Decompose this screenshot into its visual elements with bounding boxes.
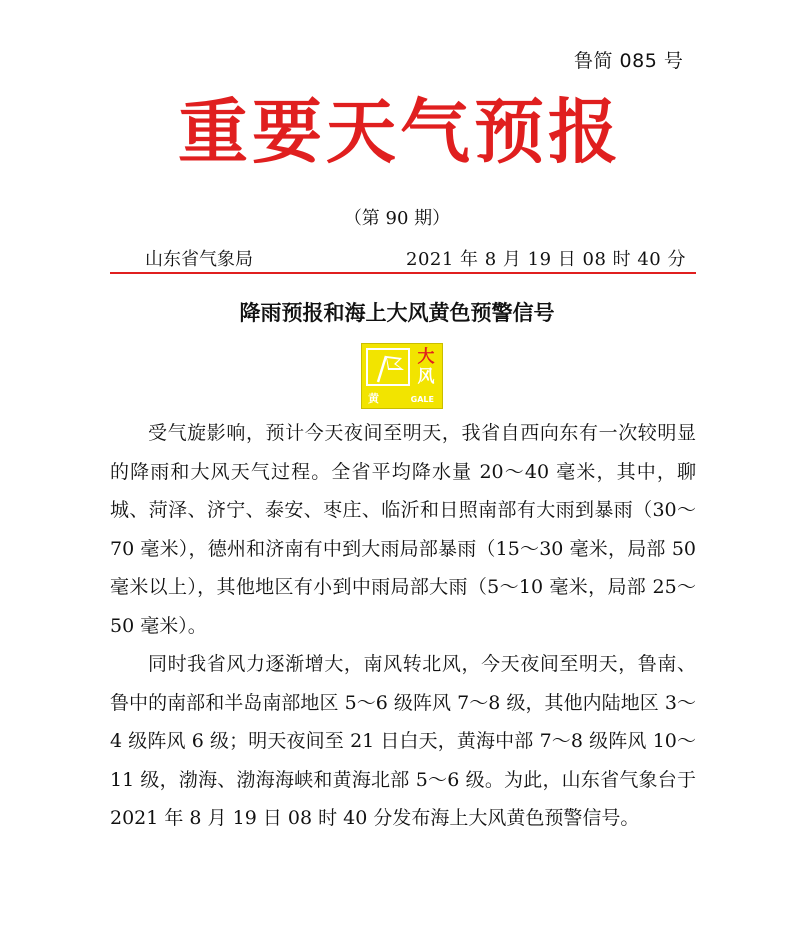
- issue-number: （第 90 期）: [343, 208, 451, 229]
- headline: 降雨预报和海上大风黄色预警信号: [239, 301, 555, 325]
- gale-yellow-warning-badge: [361, 343, 443, 409]
- body-text: [110, 414, 696, 838]
- badge-char-da: 大: [417, 347, 435, 367]
- issue-datetime: 2021 年 8 月 19 日 08 时 40 分: [406, 249, 686, 270]
- issuer: 山东省气象局: [145, 249, 253, 270]
- badge-char-feng: 风: [417, 367, 435, 387]
- doc-number: 鲁简 085 号: [574, 50, 684, 72]
- masthead-title: 重要天气预报: [178, 90, 622, 173]
- badge-color-word: 黄: [368, 392, 379, 405]
- body-paragraph-2: 同时我省风力逐渐增大，南风转北风，今天夜间至明天，鲁南、鲁中的南部和半岛南部地区 5～6 级阵风 7～8 级，其他内陆地区 3～4 级阵风 6 级；明天夜间至 21 日白天，黄海中部 7～8 级阵风 10～11 级，渤海、渤海海峡和黄海北部 5～6 级。为此，山东省气象台于 2021 年 8 月 19 日 08 时 40 分发布海上大风黄色预警信号。: [110, 653, 696, 829]
- badge-english-label: GALE: [410, 395, 434, 404]
- body-paragraph-1: 受气旋影响，预计今天夜间至明天，我省自西向东有一次较明显的降雨和大风天气过程。全省平均降水量 20～40 毫米，其中，聊城、菏泽、济宁、泰安、枣庄、临沂和日照南部有大雨到暴雨（30～70 毫米），德州和济南有中到大雨局部暴雨（15～30 毫米，局部 50 毫米以上），其他地区有小到中雨局部大雨（5～10 毫米，局部 25～50 毫米）。: [110, 422, 696, 637]
- wind-flag-icon: [366, 348, 410, 386]
- red-divider: [110, 272, 696, 274]
